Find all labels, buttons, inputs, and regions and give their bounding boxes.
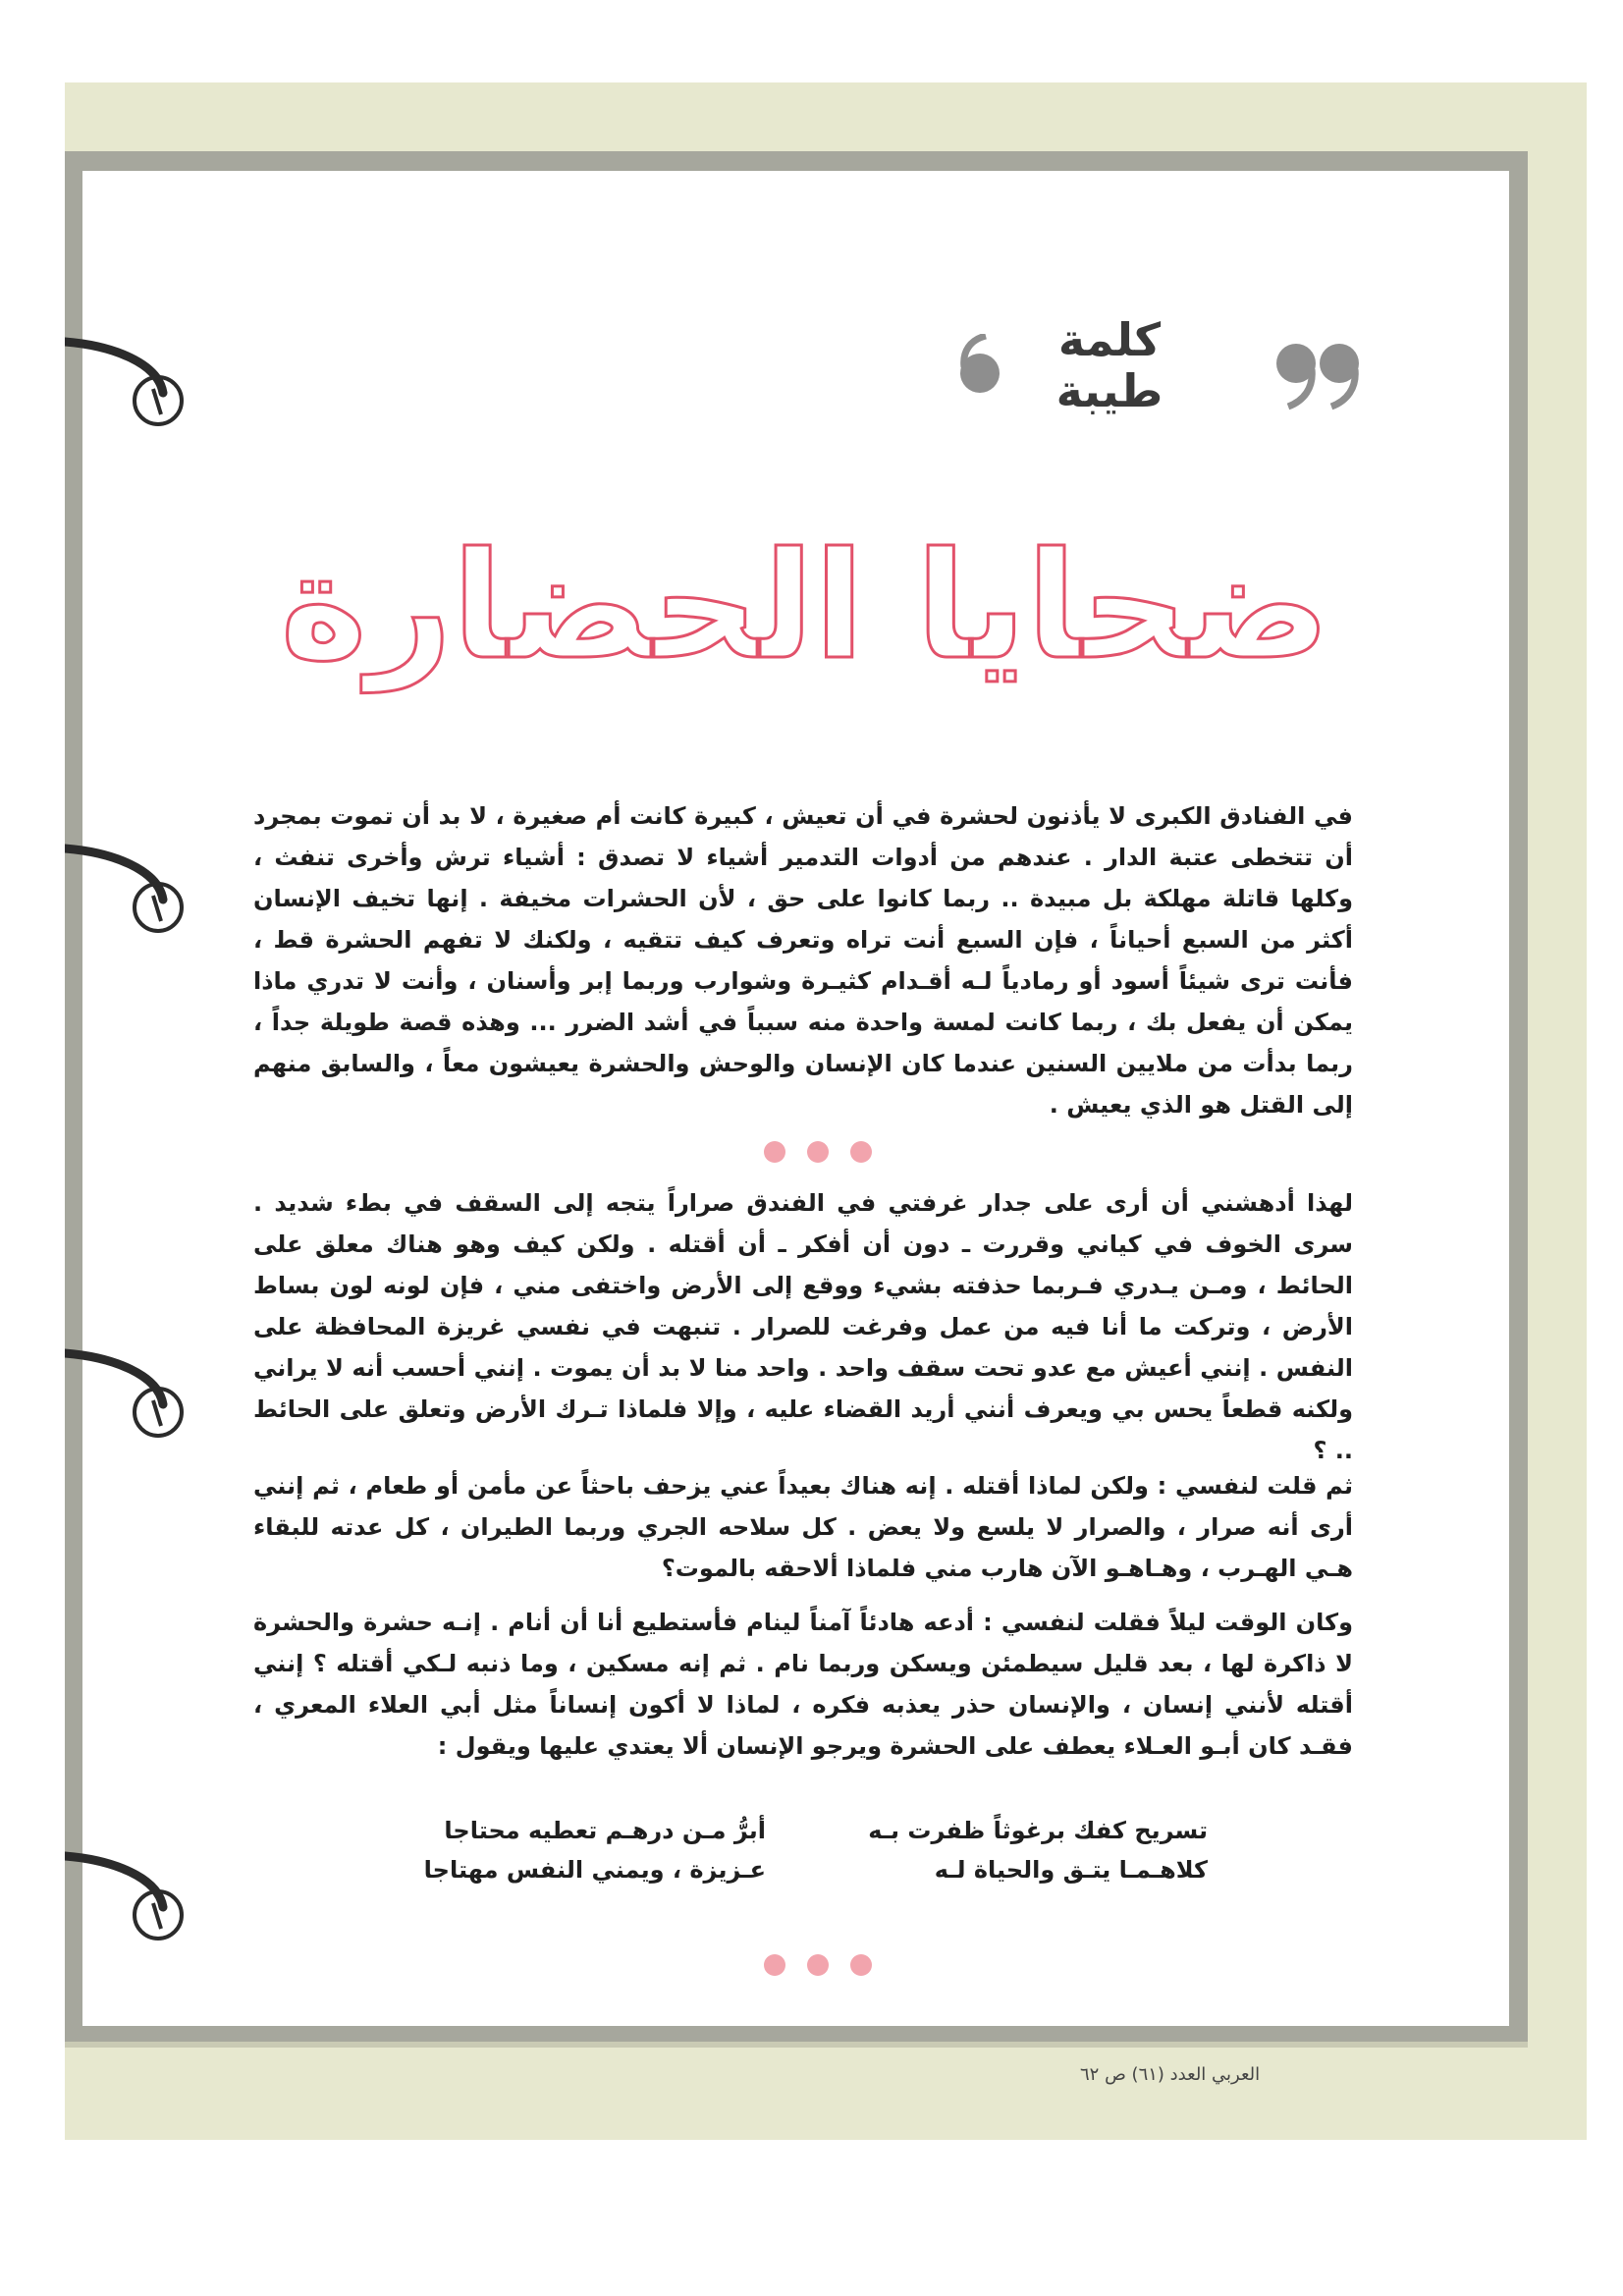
binding-hook-icon — [65, 324, 192, 432]
frame-bottom-edge — [65, 2042, 1528, 2048]
separator-dot — [850, 1141, 872, 1163]
article-paragraph: ثم قلت لنفسي : ولكن لماذا أقتله . إنه هناك بعيداً عني يزحف باحثاً عن مأمن أو طعام ، ثم إنني أرى أنه صرار ، والصرار لا يلسع ولا يعض . كل سلاحه الجري وربما الطيران ، كل عدته للبقاء هـي الهـرب ، وهـاهـو الآن هارب مني فلماذا ألاحقه بالموت؟ — [253, 1472, 1353, 1582]
separator-dot — [807, 1954, 829, 1976]
article-paragraph: في الفنادق الكبرى لا يأذنون لحشرة في أن تعيش ، كبيرة كانت أم صغيرة ، لا بد أن تموت بمجرد أن تتخطى عتبة الدار . عندهم من أدوات التدمير أشياء لا تصدق : أشياء ترش وأخرى تنفث ، وكلها قاتلة مهلكة بل مبيدة .. ربما كانوا على حق ، لأن الحشرات مخيفة . إنها تخيف الإنسان أكثر من السبع أحياناً ، فإن السبع أنت تراه وتعرف كيف تتقيه ، ولكنك لا تفهم الحشرة قط ، فأنت ترى شيئاً أسود أو رمادياً لـه أقـدام كثيـرة وشوارب وربما إبر وأسنان ، وأنت لا تدري ماذا يمكن أن يفعل بك ، ربما كانت لمسة واحدة منه سبباً في أشد الضرر ... وهذه قصة طويلة جداً ، ربما بدأت من ملايين السنين عندما كان الإنسان والوحش والحشرة يعيشون معاً ، والسابق منهم إلى القتل هو الذي يعيش . — [253, 802, 1353, 1119]
section-separator — [764, 1954, 872, 1984]
section-separator — [764, 1141, 872, 1171]
article-paragraph: لهذا أدهشني أن أرى على جدار غرفتي في الفندق صراراً يتجه إلى السقف في بطء شديد . سرى الخوف في كياني وقررت ـ دون أن أفكر ـ أن أقتله . ولكن كيف وهو هناك معلق على الحائط ، ومـن يـدري فـربما حذفته بشيء ووقع إلى الأرض واختفى مني ، فإن لونه لون بساط الأرض ، وتركت ما أنا فيه من عمل وفرغت للصرار . تنبهت في نفسي غريزة المحافظة على النفس . إنني أعيش مع عدو تحت سقف واحد . واحد منا لا بد أن يموت . إنني أحسب أنه لا يراني ولكنه قطعاً يحس بي ويعرف أنني أريد القضاء عليه ، وإلا فلماذا تـرك الأرض وتعلق على الحائط .. ؟ — [253, 1189, 1353, 1464]
poem-hemistich: كلاهـمـا يتـق والحياة لـه — [934, 1856, 1208, 1884]
binding-hook-icon — [65, 831, 192, 939]
logo-word-tayyiba: طيبة — [1055, 364, 1163, 417]
article-paragraph: وكان الوقت ليلاً فقلت لنفسي : أدعه هادئاً آمناً لينام فأستطيع أنا أن أنام . إنـه حشرة والحشرة لا ذاكرة لها ، بعد قليل سيطمئن ويسكن وربما نام . ثم إنه مسكين ، وما ذنبه لـكي أقتله ؟ إنني أقتله لأنني إنسان ، والإنسان حذر يعذبه فكره ، لماذا لا أكون إنساناً مثل أبي العلاء المعري ، فقـد كان أبـو العـلاء يعطف على الحشرة ويرجو الإنسان ألا يعتدي عليها ويقول : — [253, 1609, 1353, 1760]
binding-hook-icon — [65, 1336, 192, 1444]
separator-dot — [764, 1954, 785, 1976]
page-footer: العربي العدد (٦١) ص ٦٢ — [1080, 2064, 1261, 2085]
section-logo — [952, 314, 1365, 422]
opening-quote-icon — [1274, 334, 1365, 412]
separator-dot — [807, 1141, 829, 1163]
logo-word-kalima: كلمة — [1057, 313, 1162, 366]
poem-hemistich: أبرُّ مـن درهـم تعطيه محتاجا — [444, 1817, 766, 1844]
separator-dot — [850, 1954, 872, 1976]
separator-dot — [764, 1141, 785, 1163]
poem-hemistich: عـزيزة ، ويمني النفس مهتاجا — [423, 1856, 766, 1884]
article-headline: ضحايا الحضارة — [280, 521, 1330, 692]
closing-quote-icon — [952, 334, 1001, 403]
poem-hemistich: تسريح كفك برغوثاً ظفرت بـه — [868, 1817, 1208, 1844]
binding-hook-icon — [65, 1838, 192, 1946]
poem-verse — [393, 1850, 1208, 1889]
poem-verse — [393, 1811, 1208, 1850]
